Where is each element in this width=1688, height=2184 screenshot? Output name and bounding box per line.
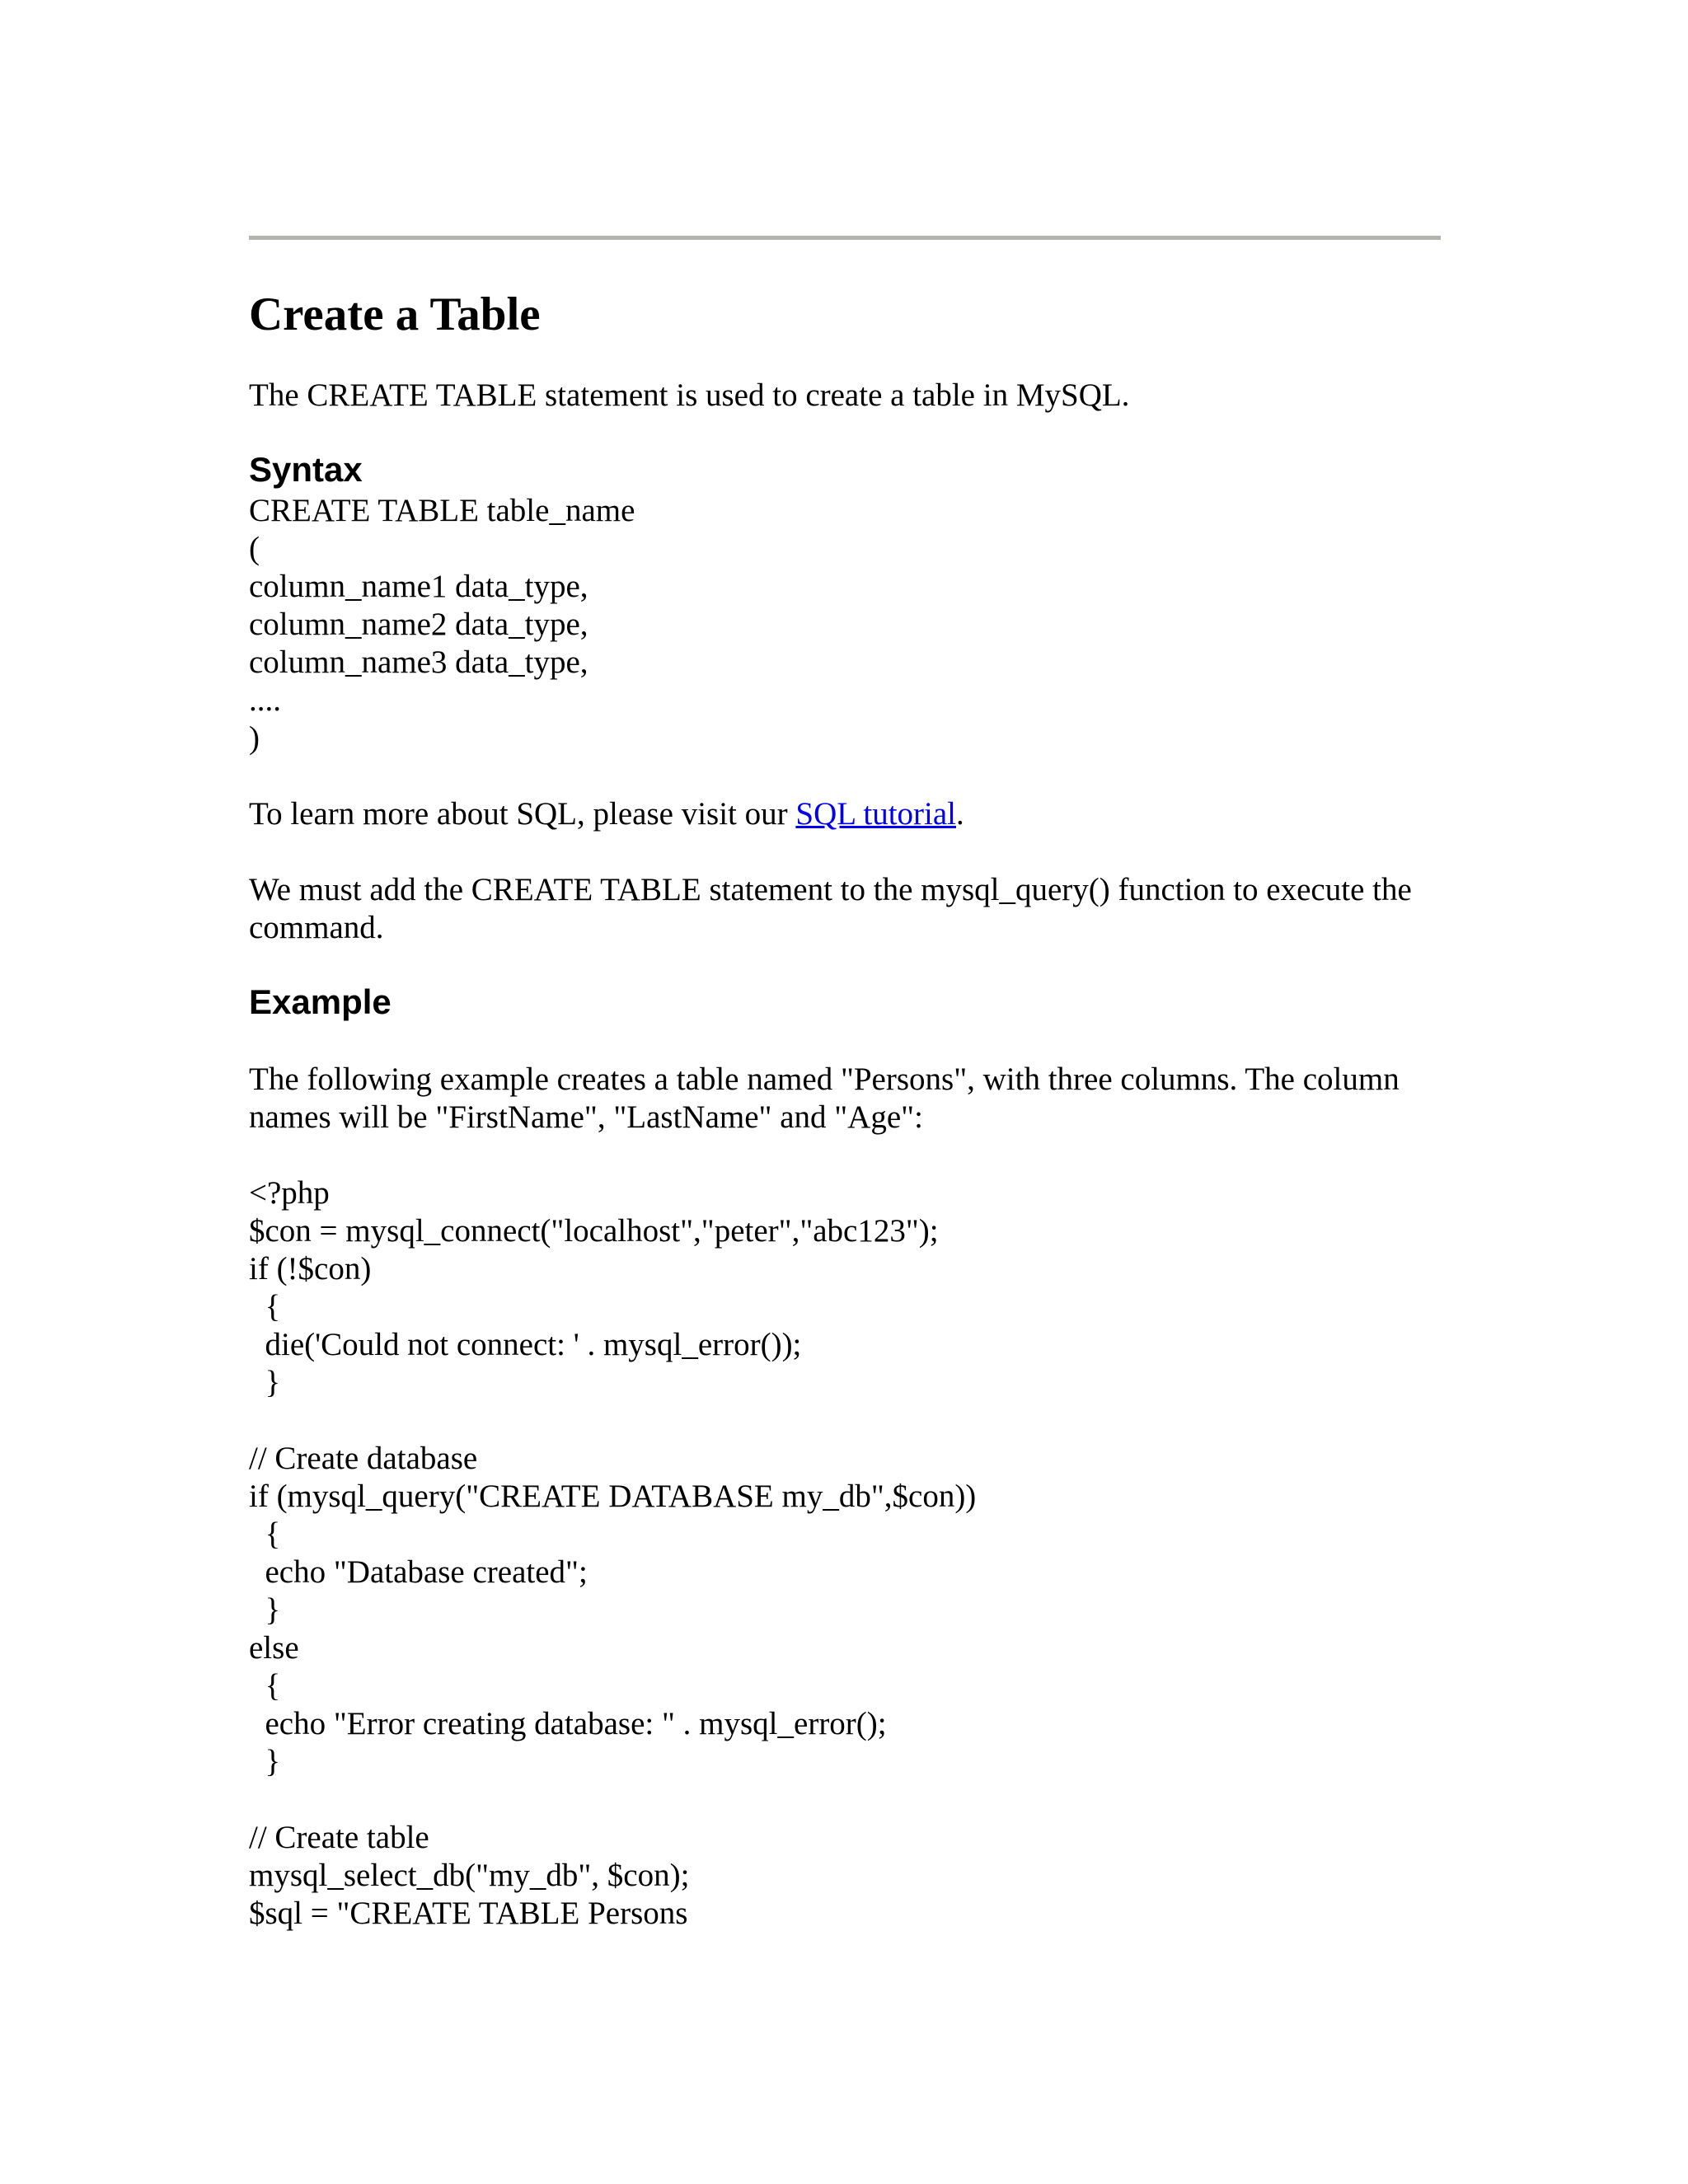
syntax-line: (	[249, 531, 260, 566]
example-description: The following example creates a table named "Persons", with three columns. The column names will be "FirstName", "LastName" and "Age":	[249, 1062, 1400, 1135]
code-line: echo "Database created";	[249, 1554, 588, 1590]
syntax-line: ....	[249, 682, 281, 718]
tutorial-paragraph	[249, 795, 1441, 833]
tutorial-suffix: .	[956, 796, 964, 832]
page-title: Create a Table	[249, 288, 541, 340]
syntax-line: column_name1 data_type,	[249, 569, 588, 604]
code-blank-line	[249, 1402, 1441, 1440]
code-line: {	[249, 1668, 281, 1704]
code-line: die('Could not connect: ' . mysql_error());	[249, 1327, 802, 1362]
syntax-heading: Syntax	[249, 450, 363, 489]
code-line: echo "Error creating database: " . mysql_error();	[249, 1706, 887, 1741]
horizontal-rule	[249, 236, 1441, 240]
code-line: else	[249, 1630, 299, 1666]
execute-paragraph: We must add the CREATE TABLE statement to the mysql_query() function to execute the command.	[249, 872, 1412, 945]
code-line: // Create database	[249, 1441, 478, 1476]
code-line: <?php	[249, 1175, 330, 1211]
tutorial-prefix: To learn more about SQL, please visit our	[249, 796, 796, 832]
document-page	[249, 236, 1441, 1933]
code-line: }	[249, 1744, 281, 1779]
syntax-block	[249, 492, 1441, 757]
code-line: }	[249, 1365, 281, 1400]
code-line: }	[249, 1592, 281, 1628]
code-line: if (mysql_query("CREATE DATABASE my_db",$con))	[249, 1479, 977, 1514]
code-line: {	[249, 1289, 281, 1324]
syntax-line: )	[249, 720, 260, 756]
code-line: {	[249, 1516, 281, 1552]
code-line: if (!$con)	[249, 1251, 372, 1286]
syntax-line: column_name2 data_type,	[249, 607, 588, 642]
code-line: // Create table	[249, 1820, 429, 1855]
sql-tutorial-link[interactable]: SQL tutorial	[795, 796, 956, 832]
syntax-line: CREATE TABLE table_name	[249, 493, 635, 528]
example-heading: Example	[249, 982, 392, 1021]
code-block	[249, 1174, 1441, 1933]
syntax-line: column_name3 data_type,	[249, 644, 588, 680]
code-line: $con = mysql_connect("localhost","peter","abc123");	[249, 1213, 939, 1249]
code-line: mysql_select_db("my_db", $con);	[249, 1858, 690, 1893]
intro-paragraph: The CREATE TABLE statement is used to create a table in MySQL.	[249, 377, 1130, 413]
code-blank-line	[249, 1781, 1441, 1819]
code-line: $sql = "CREATE TABLE Persons	[249, 1896, 688, 1931]
